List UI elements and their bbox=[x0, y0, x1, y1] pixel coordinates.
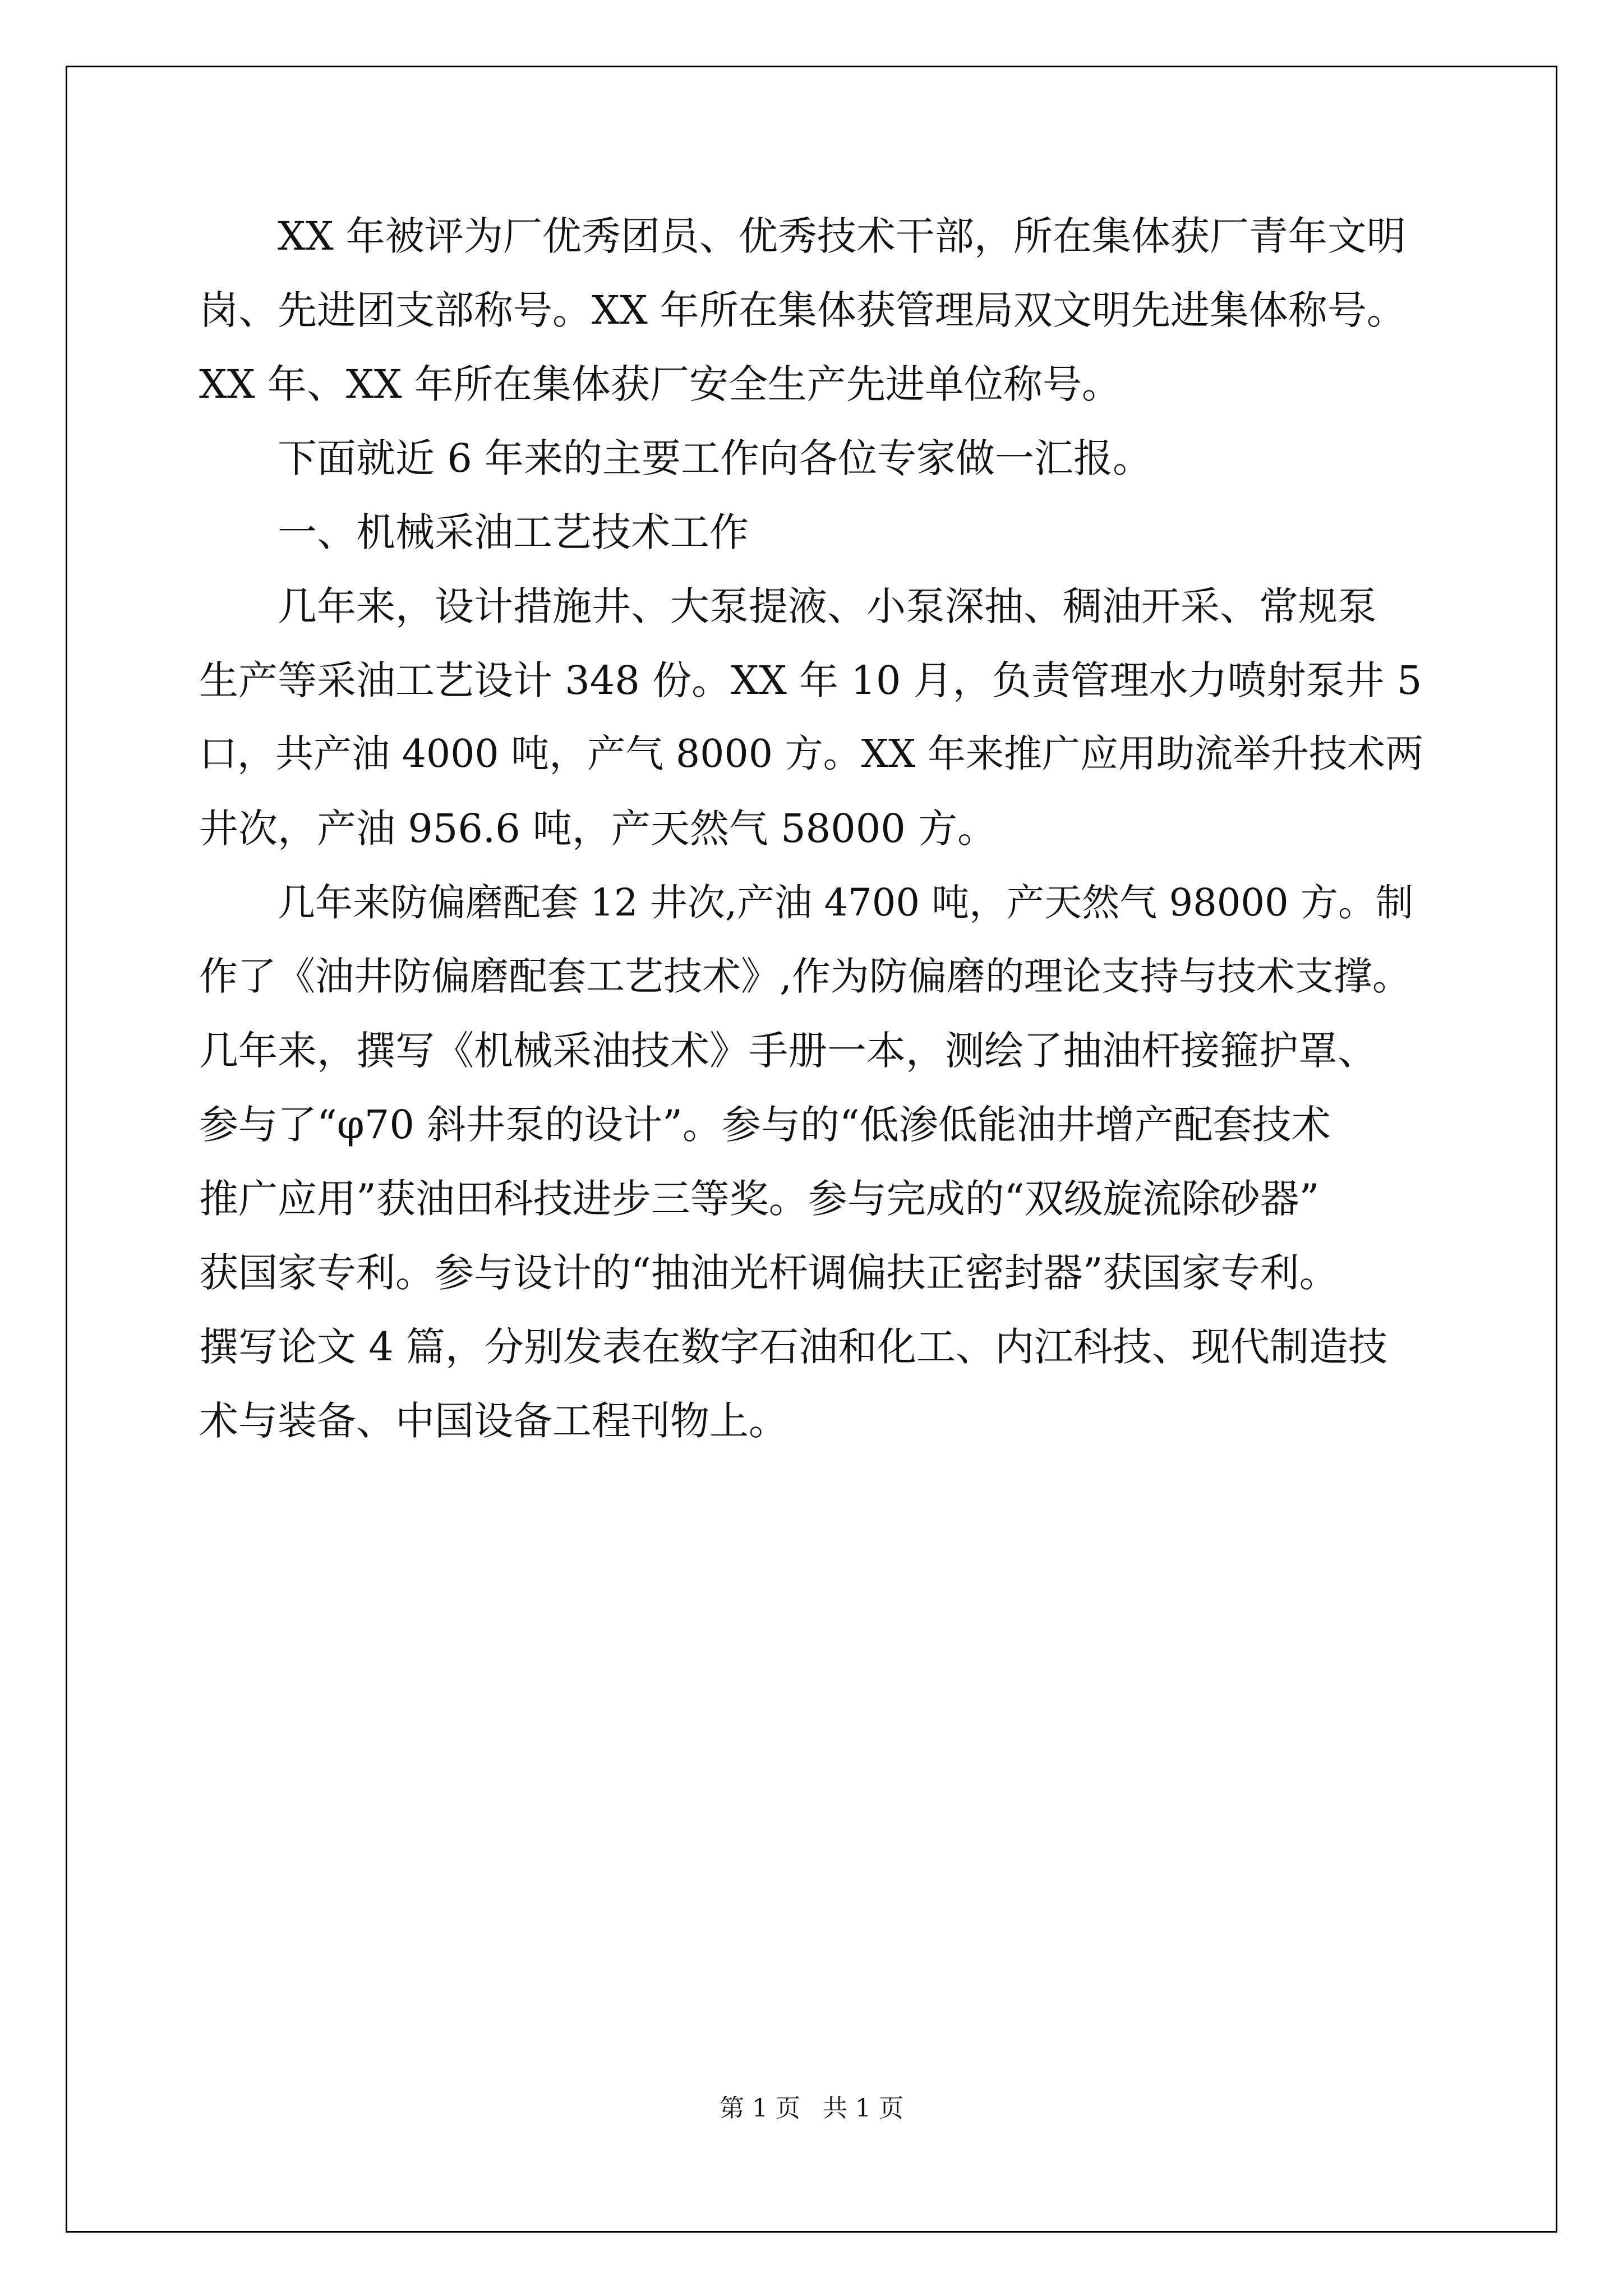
paragraph-line: XX 年被评为厂优秀团员、优秀技术干部，所在集体获厂青年文明 bbox=[278, 213, 1406, 259]
paragraph-line: 作了《油井防偏磨配套工艺技术》,作为防偏磨的理论支持与技术支撑。 bbox=[199, 954, 1411, 999]
page-footer bbox=[66, 2088, 1557, 2124]
paragraph-line: 下面就近 6 年来的主要工作向各位专家做一汇报。 bbox=[278, 435, 1152, 481]
paragraph-line: XX 年、XX 年所在集体获厂安全生产先进单位称号。 bbox=[199, 361, 1121, 407]
paragraph-line: 获国家专利。参与设计的“抽油光杆调偏扶正密封器”获国家专利。 bbox=[199, 1250, 1339, 1296]
page-total: 共 1 页 bbox=[823, 2094, 903, 2123]
paragraph-line: 几年来防偏磨配套 12 井次,产油 4700 吨，产天然气 98000 方。制 bbox=[278, 881, 1413, 924]
paragraph-line: 参与了“φ70 斜井泵的设计”。参与的“低渗低能油井增产配套技术 bbox=[199, 1102, 1331, 1148]
paragraph-line: 生产等采油工艺设计 348 份。XX 年 10 月，负责管理水力喷射泵井 5 bbox=[199, 657, 1422, 703]
paragraph-line: 几年来，撰写《机械采油技术》手册一本，测绘了抽油杆接箍护罩、 bbox=[199, 1028, 1377, 1074]
paragraph-line: 口，共产油 4000 吨，产气 8000 方。XX 年来推广应用助流举升技术两 bbox=[199, 732, 1424, 776]
paragraph-line: 术与装备、中国设备工程刊物上。 bbox=[199, 1398, 788, 1444]
section-heading: 一、机械采油工艺技术工作 bbox=[278, 509, 749, 555]
document-body bbox=[199, 199, 1424, 1458]
paragraph-line: 撰写论文 4 篇，分别发表在数字石油和化工、内江科技、现代制造技 bbox=[199, 1324, 1388, 1370]
paragraph-line: 井次，产油 956.6 吨，产天然气 58000 方。 bbox=[199, 806, 997, 852]
paragraph-line: 岗、先进团支部称号。XX 年所在集体获管理局双文明先进集体称号。 bbox=[199, 287, 1406, 333]
paragraph-line: 推广应用”获油田科技进步三等奖。参与完成的“双级旋流除砂器” bbox=[199, 1176, 1320, 1222]
paragraph-line: 几年来，设计措施井、大泵提液、小泵深抽、稠油开采、常规泵 bbox=[278, 583, 1377, 629]
page-number: 第 1 页 bbox=[720, 2094, 800, 2123]
